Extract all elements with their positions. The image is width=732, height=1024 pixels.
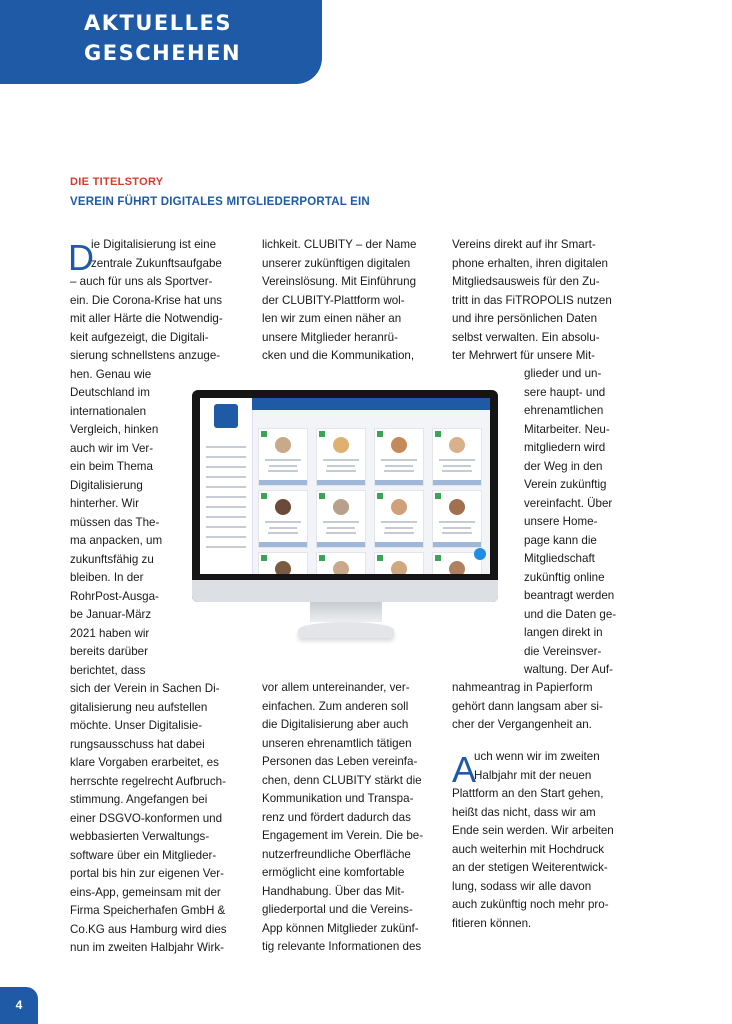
check-icon bbox=[377, 431, 383, 437]
text-line: ermöglicht eine komfortable bbox=[262, 866, 405, 879]
page-number: 4 bbox=[0, 987, 38, 1024]
text-line: klare Vorgaben erarbeitet, es bbox=[70, 756, 219, 769]
avatar bbox=[449, 437, 465, 453]
text-line: ehrenamtlichen bbox=[524, 404, 604, 417]
text-line: müssen das The- bbox=[70, 515, 160, 529]
avatar bbox=[391, 561, 407, 574]
monitor-chin bbox=[192, 580, 498, 602]
dropcap-d: D bbox=[68, 237, 94, 278]
text-line: ie Digitalisierung ist eine bbox=[91, 238, 217, 251]
text-line: der CLUBITY-Plattform wol- bbox=[262, 293, 405, 307]
text-line: App können Mitglieder zukünf- bbox=[262, 921, 419, 935]
avatar bbox=[275, 437, 291, 453]
text-line: unsere Home- bbox=[524, 515, 598, 528]
text-line: Vergleich, hinken bbox=[70, 423, 159, 436]
text-line: cken und die Kommunikation, bbox=[262, 349, 415, 362]
text-line: Co.KG aus Hamburg wird dies bbox=[70, 922, 227, 936]
member-card bbox=[258, 552, 308, 574]
text-line: herrschte regelrecht Aufbruch- bbox=[70, 774, 226, 788]
text-line: renz und fördert dadurch das bbox=[262, 810, 411, 824]
monitor-base bbox=[298, 622, 394, 638]
check-icon bbox=[377, 555, 383, 561]
text-line: internationalen bbox=[70, 404, 147, 418]
text-line: tritt in das FiTROPOLIS nutzen bbox=[452, 293, 612, 307]
member-card bbox=[374, 490, 424, 548]
avatar bbox=[333, 499, 349, 515]
text-line: berichtet, dass bbox=[70, 663, 146, 677]
text-line: zukünftig online bbox=[524, 570, 605, 584]
text-line: Vereins direkt auf ihr Smart- bbox=[452, 238, 596, 251]
section-title-line2: GESCHEHEN bbox=[84, 41, 242, 65]
text-line: page kann die bbox=[524, 533, 597, 547]
check-icon bbox=[435, 431, 441, 437]
text-line: mitgliedern wird bbox=[524, 441, 606, 454]
text-line: Plattform an den Start gehen, bbox=[452, 787, 604, 800]
text-line: chen, denn CLUBITY stärkt die bbox=[262, 773, 422, 787]
text-line: Deutschland im bbox=[70, 386, 150, 399]
monitor-image bbox=[192, 390, 498, 602]
avatar bbox=[333, 437, 349, 453]
club-logo bbox=[214, 404, 238, 428]
monitor-stand bbox=[310, 602, 382, 622]
section-banner bbox=[0, 0, 322, 84]
check-icon bbox=[319, 493, 325, 499]
avatar bbox=[391, 437, 407, 453]
text-line: gliederportal und die Vereins- bbox=[262, 903, 413, 916]
check-icon bbox=[435, 493, 441, 499]
text-line: glieder und un- bbox=[524, 367, 602, 380]
check-icon bbox=[261, 493, 267, 499]
text-line: vereinfacht. Über bbox=[524, 496, 613, 510]
text-line: Mitgliedschaft bbox=[524, 552, 595, 565]
text-line: ein beim Thema bbox=[70, 460, 153, 473]
text-line: fitieren können. bbox=[452, 916, 532, 930]
text-line: Engagement im Verein. Die be- bbox=[262, 829, 424, 842]
text-line: langen direkt in bbox=[524, 626, 603, 639]
text-line: Vereinslösung. Mit Einführung bbox=[262, 275, 417, 288]
text-line: gehört dann langsam aber si- bbox=[452, 699, 603, 713]
text-line: Digitalisierung bbox=[70, 478, 143, 492]
text-line: Handhabung. Über das Mit- bbox=[262, 884, 405, 898]
member-card bbox=[432, 490, 482, 548]
text-line: len wir zum einen näher an bbox=[262, 312, 402, 325]
text-line: waltung. Der Auf- bbox=[524, 663, 613, 676]
member-card bbox=[374, 552, 424, 574]
text-line: software über ein Mitglieder- bbox=[70, 848, 217, 862]
text-line: selbst verwalten. Ein absolu- bbox=[452, 330, 600, 344]
text-line: die Vereinsver- bbox=[524, 644, 602, 658]
portal-topbar bbox=[252, 398, 490, 410]
article-kicker: DIE TITELSTORY bbox=[70, 176, 164, 188]
member-card bbox=[316, 490, 366, 548]
check-icon bbox=[377, 493, 383, 499]
text-line: keit aufgezeigt, die Digitali- bbox=[70, 330, 209, 344]
text-line: Mitarbeiter. Neu- bbox=[524, 422, 610, 436]
text-line: Verein zukünftig bbox=[524, 478, 607, 491]
text-line: webbasierten Verwaltungs- bbox=[70, 830, 210, 843]
text-line: der Weg in den bbox=[524, 459, 603, 473]
text-line: unsere Mitglieder heranrü- bbox=[262, 330, 398, 344]
text-line: sich der Verein in Sachen Di- bbox=[70, 682, 220, 695]
text-line: portal bis hin zur eigenen Ver- bbox=[70, 867, 225, 880]
text-line: und die Daten ge- bbox=[524, 607, 617, 621]
text-line: auch zukünftig noch mehr pro- bbox=[452, 898, 609, 911]
text-line: gitalisierung neu aufstellen bbox=[70, 700, 208, 714]
member-card bbox=[316, 552, 366, 574]
member-card bbox=[258, 428, 308, 486]
avatar bbox=[391, 499, 407, 515]
portal-screenshot bbox=[200, 398, 490, 574]
text-line: Kommunikation und Transpa- bbox=[262, 792, 414, 805]
check-icon bbox=[435, 555, 441, 561]
text-line: unserer zukünftigen digitalen bbox=[262, 256, 411, 270]
text-line: ma anpacken, um bbox=[70, 534, 163, 547]
member-card bbox=[374, 428, 424, 486]
text-line: sere haupt- und bbox=[524, 385, 606, 399]
article-headline: VEREIN FÜHRT DIGITALES MITGLIEDERPORTAL EIN bbox=[70, 196, 370, 208]
text-line: einfachen. Zum anderen soll bbox=[262, 699, 409, 713]
text-line: hen. Genau wie bbox=[70, 367, 152, 381]
portal-sidebar bbox=[200, 398, 253, 574]
text-line: be Januar-März bbox=[70, 608, 152, 621]
text-line: an der stetigen Weiterentwick- bbox=[452, 861, 608, 874]
text-line: Halbjahr mit der neuen bbox=[474, 768, 592, 782]
avatar bbox=[275, 561, 291, 574]
text-line: lichkeit. CLUBITY – der Name bbox=[262, 238, 417, 251]
text-line: unseren ehrenamtlich tätigen bbox=[262, 736, 412, 750]
text-line: zentrale Zukunftsaufgabe bbox=[91, 256, 222, 270]
avatar bbox=[449, 561, 465, 574]
text-line: zukunftsfähig zu bbox=[70, 552, 154, 566]
text-line: nahmeantrag in Papierform bbox=[452, 681, 593, 694]
member-card bbox=[316, 428, 366, 486]
check-icon bbox=[261, 431, 267, 437]
text-line: auch weiterhin mit Hochdruck bbox=[452, 842, 605, 856]
text-line: – auch für uns als Sportver- bbox=[70, 275, 213, 288]
edit-fab-icon bbox=[474, 548, 486, 560]
text-line: eins-App, gemeinsam mit der bbox=[70, 885, 221, 899]
text-line: die Digitalisierung aber auch bbox=[262, 718, 409, 731]
text-line: bleiben. In der bbox=[70, 571, 144, 584]
text-line: sierung schnellstens anzuge- bbox=[70, 349, 221, 362]
text-line: rungsausschuss hat dabei bbox=[70, 737, 205, 751]
text-line: phone erhalten, ihren digitalen bbox=[452, 256, 608, 270]
avatar bbox=[449, 499, 465, 515]
text-line: Ende sein werden. Wir arbeiten bbox=[452, 824, 614, 837]
text-line: stimmung. Angefangen bei bbox=[70, 793, 208, 806]
text-line: RohrPost-Ausga- bbox=[70, 589, 159, 603]
text-line: mit aller Härte die Notwendig- bbox=[70, 312, 223, 325]
dropcap-a: A bbox=[452, 749, 477, 790]
text-line: einer DSGVO-konformen und bbox=[70, 811, 223, 825]
text-line: beantragt werden bbox=[524, 589, 615, 602]
text-line: möchte. Unser Digitalisie- bbox=[70, 719, 203, 732]
text-line: Mitgliedsausweis für den Zu- bbox=[452, 275, 600, 288]
text-line: ein. Die Corona-Krise hat uns bbox=[70, 293, 223, 307]
text-line: und ihre persönlichen Daten bbox=[452, 312, 598, 325]
text-line: bereits darüber bbox=[70, 645, 148, 658]
text-line: nun im zweiten Halbjahr Wirk- bbox=[70, 941, 224, 954]
text-line: Personen das Leben vereinfa- bbox=[262, 755, 418, 768]
avatar bbox=[275, 499, 291, 515]
check-icon bbox=[319, 431, 325, 437]
text-line: ter Mehrwert für unsere Mit- bbox=[452, 349, 596, 362]
text-line: heißt das nicht, dass wir am bbox=[452, 805, 596, 819]
check-icon bbox=[319, 555, 325, 561]
text-line: Firma Speicherhafen GmbH & bbox=[70, 904, 226, 917]
text-line: vor allem untereinander, ver- bbox=[262, 681, 410, 694]
member-card bbox=[258, 490, 308, 548]
text-line: nutzerfreundliche Oberfläche bbox=[262, 847, 411, 861]
check-icon bbox=[261, 555, 267, 561]
avatar bbox=[333, 561, 349, 574]
text-line: lung, sodass wir alle davon bbox=[452, 879, 592, 893]
text-line: auch wir im Ver- bbox=[70, 441, 154, 455]
member-card bbox=[432, 428, 482, 486]
text-line: uch wenn wir im zweiten bbox=[474, 750, 600, 763]
text-line: hinterher. Wir bbox=[70, 497, 139, 510]
text-line: 2021 haben wir bbox=[70, 626, 150, 640]
text-line: cher der Vergangenheit an. bbox=[452, 718, 592, 731]
section-title-line1: AKTUELLES bbox=[84, 11, 232, 35]
text-line: tig relevante Informationen des bbox=[262, 940, 422, 953]
